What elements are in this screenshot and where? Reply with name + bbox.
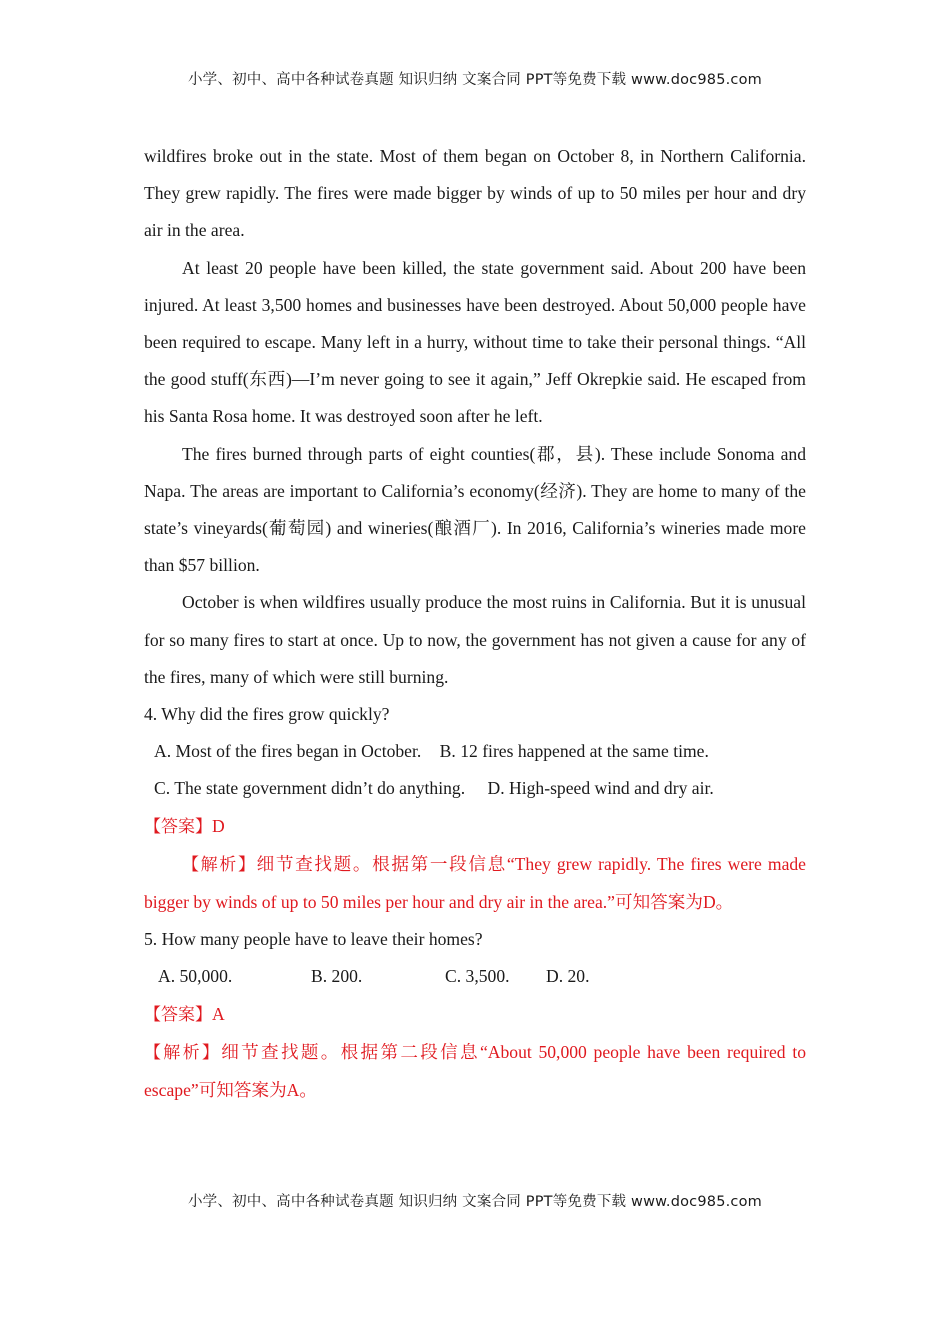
question-5: 5. How many people have to leave their homes?	[144, 929, 483, 950]
question-4-answer	[144, 808, 806, 846]
question-4: 4. Why did the fires grow quickly?	[144, 704, 390, 725]
question-5-answer-label: 【答案】	[144, 1004, 212, 1025]
question-4-explanation-label: 【解析】	[182, 854, 257, 875]
question-5-option-b: B. 200.	[311, 966, 363, 987]
question-5-option-a: A. 50,000.	[158, 966, 233, 987]
passage-paragraph-3: The fires burned through parts of eight counties(郡，县). These include Sonoma and Napa. The areas are important to California’s economy(经济). They are home to many of the state’s vineyards(葡萄园) and wineries(酿酒厂). In 2016, California’s wineries made more than $57 billion.	[144, 443, 806, 576]
question-4-option-c: C. The state government didn’t do anything.	[154, 778, 466, 799]
passage-paragraph-1: wildfires broke out in the state. Most of them began on October 8, in Northern California. They grew rapidly. The fires were made bigger by winds of up to 50 miles per hour and dry air in the area.	[144, 146, 806, 241]
question-4-option-b: B. 12 fires happened at the same time.	[439, 741, 709, 762]
passage-paragraph-2: At least 20 people have been killed, the state government said. About 200 have been injured. At least 3,500 homes and businesses have been destroyed. About 50,000 people have been required to escape. Many left in a hurry, without time to take their personal things. “All the good stuff(东西)—I’m never going to see it again,” Jeff Okrepkie said. He escaped from his Santa Rosa home. It was destroyed soon after he left.	[144, 257, 806, 427]
question-5-option-d: D. 20.	[546, 966, 590, 987]
passage-paragraph-4: October is when wildfires usually produce the most ruins in California. But it is unusual for so many fires to start at once. Up to now, the government has not given a cause for any of the fires, many of which were still burning.	[144, 592, 806, 687]
question-5-answer	[144, 996, 806, 1034]
document-content	[144, 138, 806, 1109]
question-4-answer-value: D	[212, 815, 225, 836]
question-4-answer-label: 【答案】	[144, 816, 212, 837]
question-4-option-d: D. High-speed wind and dry air.	[487, 778, 714, 799]
question-4-option-a: A. Most of the fires began in October.	[154, 741, 422, 762]
page-header: 小学、初中、高中各种试卷真题 知识归纳 文案合同 PPT等免费下载 www.doc985.com	[187, 72, 763, 88]
question-5-explanation	[144, 1034, 806, 1109]
question-4-options-row-1	[144, 733, 806, 770]
question-5-explanation-label: 【解析】	[144, 1042, 222, 1063]
question-5-options-row	[144, 958, 806, 995]
question-5-answer-value: A	[212, 1003, 225, 1024]
question-4-options-row-2	[144, 770, 806, 807]
question-4-explanation	[144, 846, 806, 921]
question-4-explanation-text: 细节查找题。根据第一段信息“They grew rapidly. The fires were made bigger by winds of up to 50 miles per hour and dry air in the area.”可知答案为D。	[144, 853, 806, 913]
question-5-option-c: C. 3,500.	[445, 966, 510, 987]
question-5-explanation-text: 细节查找题。根据第二段信息“About 50,000 people have been required to escape”可知答案为A。	[144, 1041, 807, 1101]
page-footer: 小学、初中、高中各种试卷真题 知识归纳 文案合同 PPT等免费下载 www.doc985.com	[187, 1194, 763, 1210]
